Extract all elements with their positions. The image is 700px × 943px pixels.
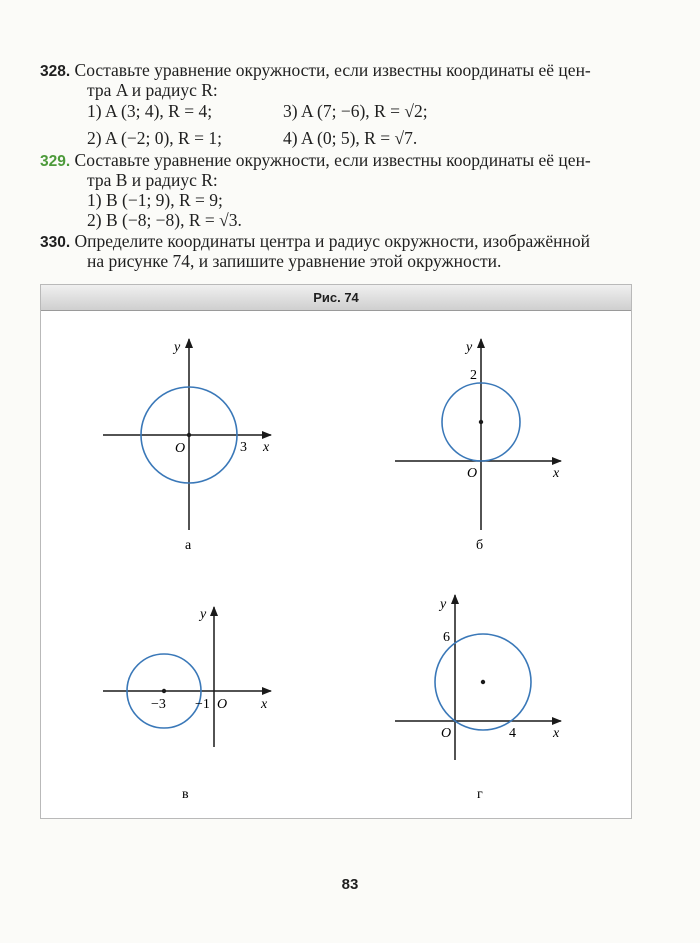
- panel-b: [395, 339, 561, 553]
- problem-328-item: 2) A (−2; 0), R = 1;: [87, 128, 222, 148]
- problem-number: 328.: [40, 63, 71, 80]
- problem-number: 330.: [40, 234, 71, 251]
- panel-caption: г: [477, 787, 483, 802]
- problem-328-item: 4) A (0; 5), R = √7.: [283, 128, 418, 148]
- problem-328-item: 3) A (7; −6), R = √2;: [283, 101, 428, 121]
- panel-a: [103, 339, 271, 553]
- figure-box: [40, 284, 632, 819]
- panel-caption: б: [476, 538, 484, 553]
- problem-329-item: 1) B (−1; 9), R = 9;: [87, 190, 223, 210]
- y-axis-label: y: [440, 597, 447, 612]
- problem-330-line2: на рисунке 74, и запишите уравнение этой окружности.: [87, 251, 502, 271]
- tick-label: −1: [195, 697, 210, 712]
- x-axis-label: x: [553, 466, 560, 481]
- center-dot: [481, 680, 485, 684]
- problem-text: Составьте уравнение окружности, если известны координаты её цен-: [74, 60, 591, 80]
- origin-label: O: [217, 697, 228, 712]
- problem-text: Определите координаты центра и радиус окружности, изображённой: [74, 231, 590, 251]
- origin-label: O: [441, 726, 452, 741]
- problem-329-item: 2) B (−8; −8), R = √3.: [87, 210, 242, 230]
- problem-328-line1: [40, 60, 591, 82]
- origin-label: O: [467, 466, 478, 481]
- tick-label: 2: [470, 368, 477, 383]
- x-axis-label: x: [553, 726, 560, 741]
- x-axis-label: x: [261, 697, 268, 712]
- problem-text: Составьте уравнение окружности, если известны координаты её цен-: [74, 150, 591, 170]
- center-dot: [162, 689, 166, 693]
- center-dot: [479, 420, 483, 424]
- problem-329-line2: тра B и радиус R:: [87, 170, 218, 190]
- problem-328-item: 1) A (3; 4), R = 4;: [87, 101, 213, 121]
- y-axis-label: y: [200, 607, 207, 622]
- y-axis-label: y: [174, 340, 181, 355]
- center-dot: [187, 433, 191, 437]
- problem-330-line1: [40, 231, 590, 253]
- problem-328-line2: тра A и радиус R:: [87, 80, 218, 100]
- panel-caption: в: [182, 787, 189, 802]
- tick-label: 3: [240, 440, 247, 455]
- panel-caption: а: [185, 538, 192, 553]
- figure-title: Рис. 74: [41, 285, 631, 311]
- problem-329-line1: [40, 150, 591, 172]
- x-axis-label: x: [263, 440, 270, 455]
- page-number: 83: [341, 876, 359, 893]
- figure-drawing: [41, 285, 631, 818]
- tick-label: −3: [151, 697, 166, 712]
- panel-g: [395, 595, 561, 802]
- tick-label: 6: [443, 630, 450, 645]
- panel-v: [103, 607, 271, 802]
- problem-number: 329.: [40, 153, 71, 170]
- origin-label: O: [175, 441, 186, 456]
- tick-label: 4: [509, 726, 516, 741]
- y-axis-label: y: [466, 340, 473, 355]
